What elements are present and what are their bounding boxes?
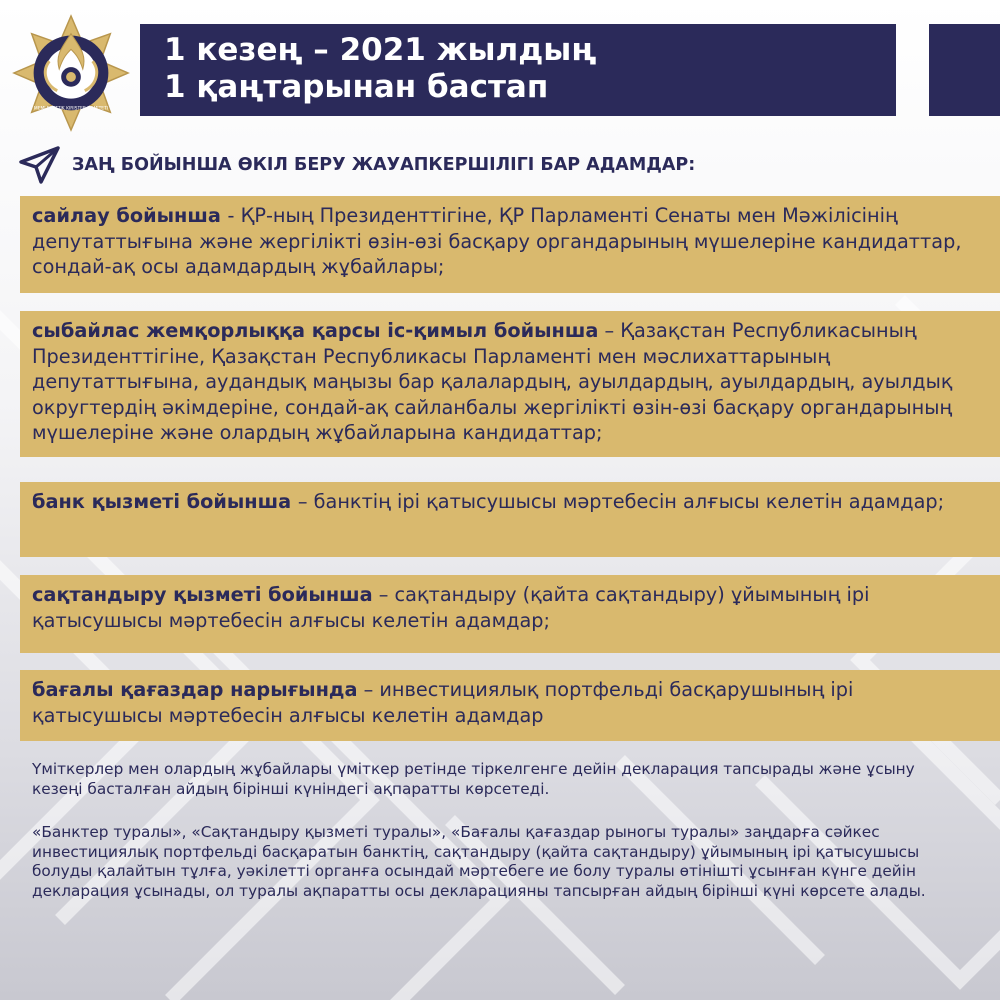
header-title-box	[140, 24, 896, 116]
section-title: ЗАҢ БОЙЫНША ӨКІЛ БЕРУ ЖАУАПКЕРШІЛІГІ БАР АДАМДАР:	[72, 155, 696, 175]
card-insurance	[20, 575, 1000, 653]
committee-logo	[12, 14, 130, 132]
logo-text: MEMLEKETTIK KIRISTER KOMITETI	[33, 106, 109, 112]
card-banking	[20, 482, 1000, 557]
card-term: бағалы қағаздар нарығында	[32, 678, 358, 701]
card-term: сыбайлас жемқорлыққа қарсы іс-қимыл бойынша	[32, 319, 599, 342]
card-definition: - ҚР-ның Президенттігіне, ҚР Парламенті Сенаты мен Мәжілісінің депутаттығына және жергілікті өзін-өзі басқару органдарының мүшелеріне кандидаттар, сондай-ақ осы адамдардың жұбайлары;	[32, 204, 962, 278]
send-arrow-icon	[18, 145, 60, 185]
note-laws: «Банктер туралы», «Сақтандыру қызметі туралы», «Бағалы қағаздар рыногы туралы» заңдарға сәйкес инвестициялық портфельді басқаратын банктің, сақтандыру (қайта сақтандыру) ұйымының ірі қатысушысы болуды қалайтын тұлға, уәкілетті органға осындай мәртебеге ие болу туралы өтінішті ұсынған күнге дейін декларация ұсынады, ол туралы ақпаратты осы декларацияны тапсырған айдың бірінші күні көрсете алады.	[32, 823, 926, 900]
card-term: сайлау бойынша	[32, 204, 228, 227]
card-definition: – банктің ірі қатысушысы мәртебесін алғысы келетін адамдар;	[297, 490, 945, 513]
note-candidates: Үміткерлер мен олардың жұбайлары үміткер ретінде тіркелгенге дейін декларация тапсырады және ұсыну кезеңі басталған айдың бірінші күніндегі ақпаратты көрсетеді.	[32, 760, 915, 798]
header-title-line-1: 1 кезең – 2021 жылдың	[164, 32, 597, 68]
card-definition: – Қазақстан Республикасының Президенттігіне, Қазақстан Республикасы Парламенті мен мәслихаттарының депутаттығына, аудандық маңызы бар қалалардың, ауылдардың, ауылдардың, ауылдық округтердің әкімдеріне, сондай-ақ сайланбалы жергілікті өзін-өзі басқару органдарының мүшелеріне және олардың жұбайларына кандидаттар;	[32, 319, 953, 444]
card-anticorruption	[20, 311, 1000, 457]
header-side-block	[929, 24, 1000, 116]
card-definition: – сақтандыру (қайта сақтандыру) ұйымының ірі қатысушысы мәртебесін алғысы келетін адамдар;	[32, 583, 870, 632]
card-definition: – инвестициялық портфельді басқарушының ірі қатысушысы мәртебесін алғысы келетін адамдар	[32, 678, 854, 727]
header-title-line-2: 1 қаңтарынан бастап	[164, 69, 549, 105]
card-elections	[20, 196, 1000, 293]
section-heading	[18, 145, 695, 185]
card-term: сақтандыру қызметі бойынша	[32, 583, 373, 606]
card-securities	[20, 670, 1000, 741]
card-term: банк қызметі бойынша	[32, 490, 298, 513]
